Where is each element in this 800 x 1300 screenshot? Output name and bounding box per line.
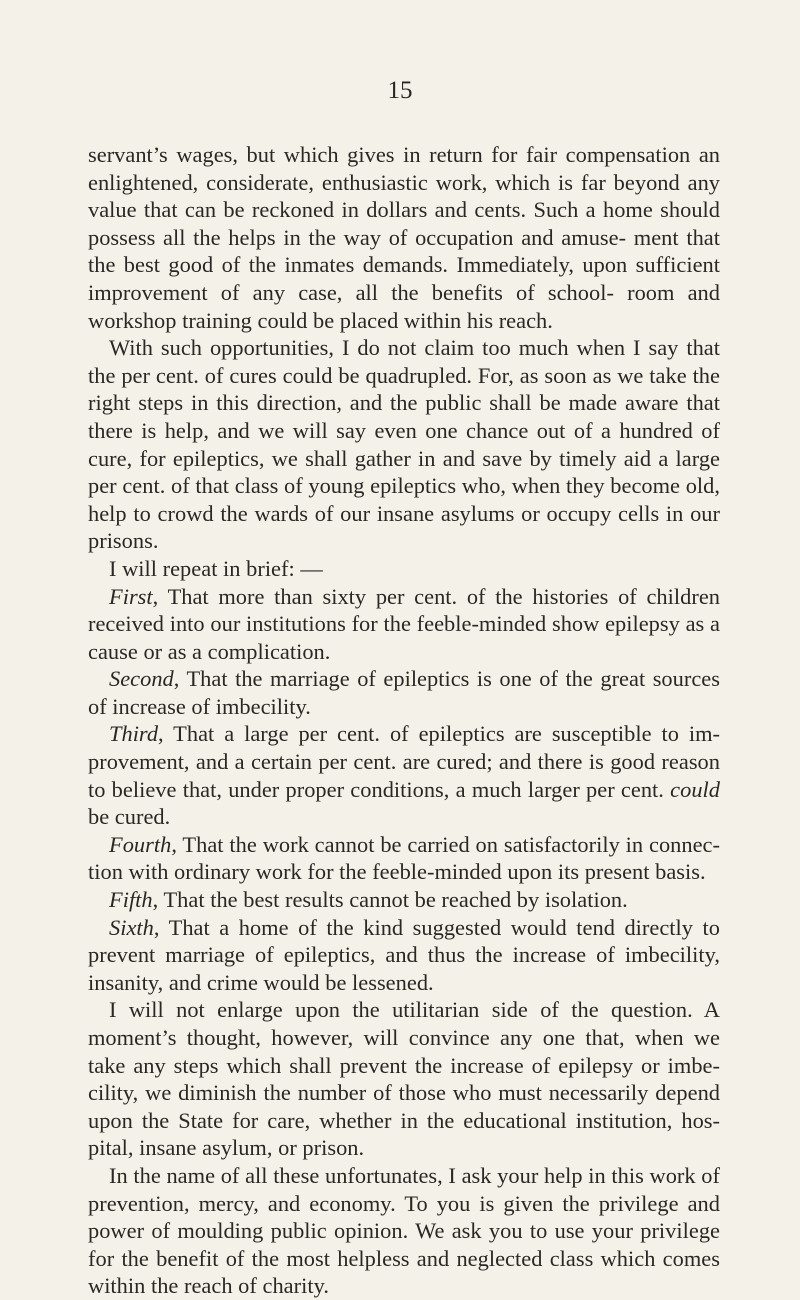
paragraph: With such opportunities, I do not claim too much when I say that the per cent. of cures could be quadrupled. For, as soon as we take the right steps in this direction, and the public shall be made aware that there is help, and we will say even one chance out of a hundred of cure, for epileptics, we shall gather in and save by timely aid a large per cent. of that class of young epileptics who, when they become old, help to crowd the wards of our insane asylums or occupy cells in our prisons.	[88, 335, 720, 554]
paragraph: I will not enlarge upon the utilitarian side of the question. A moment’s thought, however, will convince any one that, when we take any steps which shall prevent the increase of epilepsy or imbe- cility, we diminish the number of those who must necessarily depend upon the State for care, whether in the educational institution, hos- pital, insane asylum, or prison.	[88, 997, 720, 1161]
point-second	[88, 665, 720, 720]
point-text: , That more than sixty per cent. of the histories of children received into our institutions for the feeble-minded show epilepsy as a cause or as a complication.	[88, 583, 720, 664]
point-text: , That a home of the kind suggested would tend directly to prevent marriage of epileptics, and thus the increase of imbecility, insanity, and crime would be lessened.	[88, 914, 720, 995]
point-fifth	[88, 886, 720, 914]
paragraph: servant’s wages, but which gives in return for fair compensation an enlightened, considerate, enthusiastic work, which is far beyond any value that can be reckoned in dollars and cents. Such a home should possess all the helps in the way of occupation and amuse- ment that the best good of the inmates demands. Immediately, upon sufficient improvement of any case, all the benefits of school- room and workshop training could be placed within his reach.	[88, 142, 720, 333]
point-text: , That the marriage of epileptics is one of the great sources of increase of imbecility.	[88, 666, 720, 719]
paragraph: I will repeat in brief: —	[109, 555, 323, 581]
point-text: , That the best results cannot be reached by isolation.	[152, 887, 628, 913]
point-label: First	[109, 583, 153, 609]
point-label: Third	[109, 721, 159, 747]
paragraph: In the name of all these unfortunates, I ask your help in this work of prevention, mercy, and economy. To you is given the privilege and power of moulding public opinion. We ask you to use your privilege for the benefit of the most helpless and neglected class which comes within the reach of charity.	[88, 1162, 720, 1299]
point-text: , That the work cannot be carried on satisfactorily in connec- tion with ordinary work for the feeble-minded upon its present basis.	[88, 831, 720, 885]
page-number: 15	[387, 77, 413, 104]
point-sixth	[88, 914, 720, 997]
emphasis-could: could	[670, 776, 720, 802]
point-first	[88, 583, 720, 666]
body-text	[88, 141, 720, 1300]
point-third	[88, 720, 720, 830]
point-label: Fourth	[109, 831, 172, 857]
point-text-tail: be cured.	[88, 804, 171, 830]
point-label: Fifth	[109, 887, 153, 913]
point-label: Second	[109, 666, 174, 692]
point-fourth	[88, 831, 720, 886]
point-label: Sixth	[109, 914, 154, 940]
point-text: , That a large per cent. of epileptics are susceptible to im- provement, and a certain per cent. are cured; and there is good reason to believe that, under proper conditions, a much larger per cent.	[88, 721, 720, 802]
